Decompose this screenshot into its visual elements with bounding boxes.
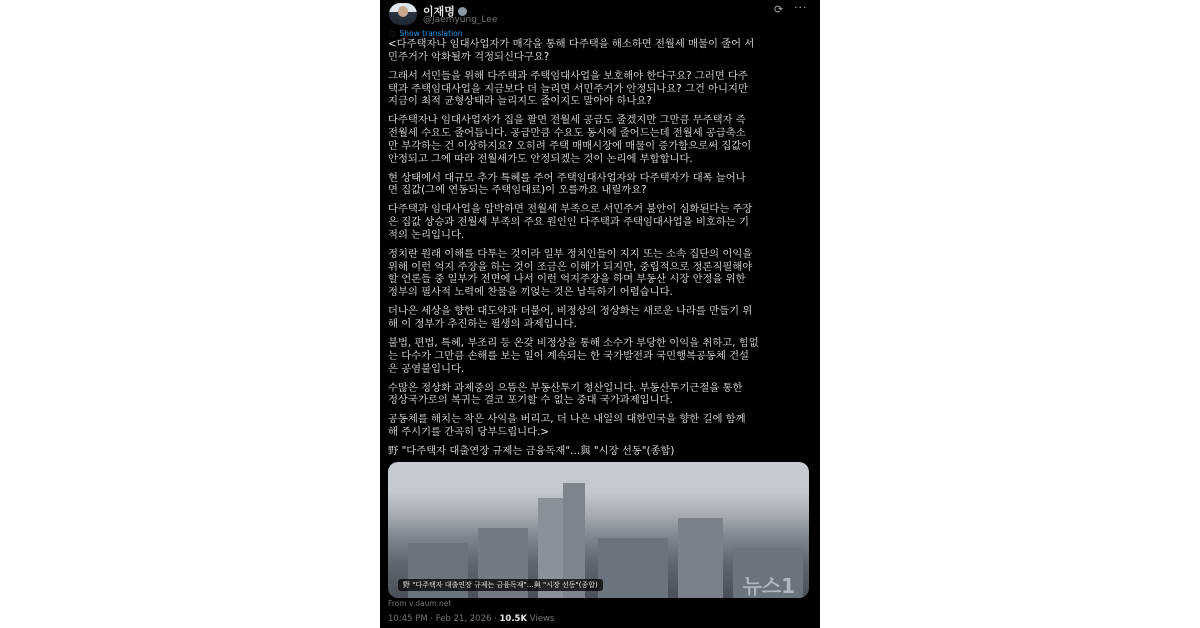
tweet-line: 그래서 서민들을 위해 다주택과 주택임대사업을 보호해야 한다구요? 그러면 다주 <box>388 69 748 82</box>
tweet-date[interactable]: Feb 21, 2026 <box>435 614 492 624</box>
tweet-paragraph <box>388 248 816 299</box>
tweet-line: 다주택자나 임대사업자가 집을 팔면 전월세 공급도 줄겠지만 그만큼 무주택자 즉 <box>388 114 746 127</box>
views-count: 10.5K <box>499 614 528 624</box>
avatar[interactable] <box>389 3 417 25</box>
tweet-paragraph <box>388 38 816 64</box>
link-card-caption: 野 "다주택자 대출연장 규제는 금융독재"…與 "시장 선동"(종합) <box>398 579 603 591</box>
tweet-line: 만 부각하는 건 이상하지요? 오히려 주택 매매시장에 매물이 증가함으로써 집값이 <box>388 139 752 152</box>
news1-watermark: 뉴스1 <box>742 574 795 598</box>
tweet-line: 면 집값(그에 연동되는 주택임대료)이 오를까요 내릴까요? <box>388 184 647 197</box>
tweet-line: <다주택자나 임대사업자가 매각을 통해 다주택을 해소하면 전월세 매물이 줄어 서 <box>388 38 755 50</box>
tweet-line: 해 이 정부가 추진하는 필생의 과제입니다. <box>388 318 577 331</box>
tweet-line: 지금이 최적 균형상태라 늘리지도 줄이지도 말아야 하나요? <box>388 95 652 108</box>
tweet-meta: 10:45 PM · Feb 21, 2026 · 10.5K Views <box>388 614 555 624</box>
tweet-paragraph <box>388 337 816 375</box>
tweet-line: 정부의 필사적 노력에 찬물을 끼얹는 것은 납득하기 어렵습니다. <box>388 286 673 299</box>
tweet-paragraph <box>388 445 816 458</box>
show-translation-link[interactable] <box>389 29 463 38</box>
link-card[interactable] <box>388 462 809 598</box>
more-options-icon[interactable]: ··· <box>794 1 808 14</box>
tweet-line: 은 집값 상승과 전월세 부족의 주요 원인인 다주택과 주택임대사업을 비호하는 기 <box>388 216 749 229</box>
tweet-line: 택과 주택임대사업을 지금보다 더 늘리면 서민주거가 안정되나요? 그건 아니지만 <box>388 82 748 95</box>
tweet-line: 은 공염불입니다. <box>388 362 465 375</box>
link-source[interactable]: From v.daum.net <box>388 599 452 608</box>
tweet-paragraph <box>388 172 816 198</box>
tweet-line: 적의 논리입니다. <box>388 228 465 241</box>
tweet-paragraph <box>388 413 816 439</box>
tweet-paragraph <box>388 203 816 241</box>
author-name-text: 이재명 <box>423 5 455 18</box>
translate-icon: ◌ <box>389 29 396 38</box>
tweet-line: 민주거가 악화될까 걱정되신다구요? <box>388 50 550 63</box>
tweet-paragraph <box>388 305 816 331</box>
tweet-line: 정치란 원래 이해를 다투는 것이라 일부 정치인들이 지지 또는 소속 집단의 이익을 <box>388 247 753 260</box>
tweet-line: 공동체를 해치는 작은 사익을 버리고, 더 나은 내일의 대한민국을 향한 길에 함께 <box>388 413 746 426</box>
tweet-text <box>388 38 816 464</box>
tweet-line: 더나은 세상을 향한 대도약과 더불어, 비정상의 정상화는 새로운 나라를 만들기 위 <box>388 305 753 318</box>
tweet <box>380 0 820 628</box>
author-handle[interactable]: @Jaemyung_Lee <box>423 15 498 25</box>
tweet-line: 안정되고 그에 따라 전월세가도 안정되겠는 것이 논리에 부합합니다. <box>388 152 693 165</box>
tweet-line: 野 "다주택자 대출연장 규제는 금융독재"…與 "시장 선동"(종합) <box>388 445 675 458</box>
views-label: Views <box>529 614 555 624</box>
tweet-line: 다주택과 임대사업을 압박하면 전월세 부족으로 서민주거 불안이 심화된다는 주장 <box>388 203 753 216</box>
tweet-line: 해 주시기를 간곡히 당부드립니다.> <box>388 426 549 439</box>
tweet-line: 는 다수가 그만큼 손해를 보는 일이 계속되는 한 국가발전과 국민행복공동체 건설 <box>388 349 749 362</box>
tweet-line: 정상국가로의 복귀는 결코 포기할 수 없는 중대 국가과제입니다. <box>388 394 673 407</box>
tweet-line: 위해 이런 억지 주장을 하는 것이 조금은 이해가 되지만, 중립적으로 정론직필해야 <box>388 260 753 273</box>
tweet-line: 할 언론들 중 일부가 전면에 나서 이런 억지주장을 하며 부동산 시장 안정을 위한 <box>388 273 746 286</box>
tweet-line: 현 상태에서 대규모 추가 특혜를 주어 주택임대사업자와 다주택자가 대폭 늘어나 <box>388 171 746 184</box>
tweet-line: 수많은 정상화 과제중의 으뜸은 부동산투기 청산입니다. 부동산투기근절을 통한 <box>388 381 743 394</box>
tweet-line: 불법, 편법, 특혜, 부조리 등 온갖 비정상을 통해 소수가 부당한 이익을 취하고, 힘없 <box>388 337 759 350</box>
tweet-line: 전월세 수요도 줄어듭니다. 공급만큼 수요도 동시에 줄어드는데 전월세 공급축소 <box>388 127 746 140</box>
grok-icon[interactable]: ⟳ <box>774 3 784 16</box>
tweet-paragraph <box>388 114 816 165</box>
tweet-time[interactable]: 10:45 PM <box>388 614 428 624</box>
tweet-paragraph <box>388 382 816 408</box>
tweet-paragraph <box>388 70 816 108</box>
show-translation-label: Show translation <box>399 29 463 38</box>
